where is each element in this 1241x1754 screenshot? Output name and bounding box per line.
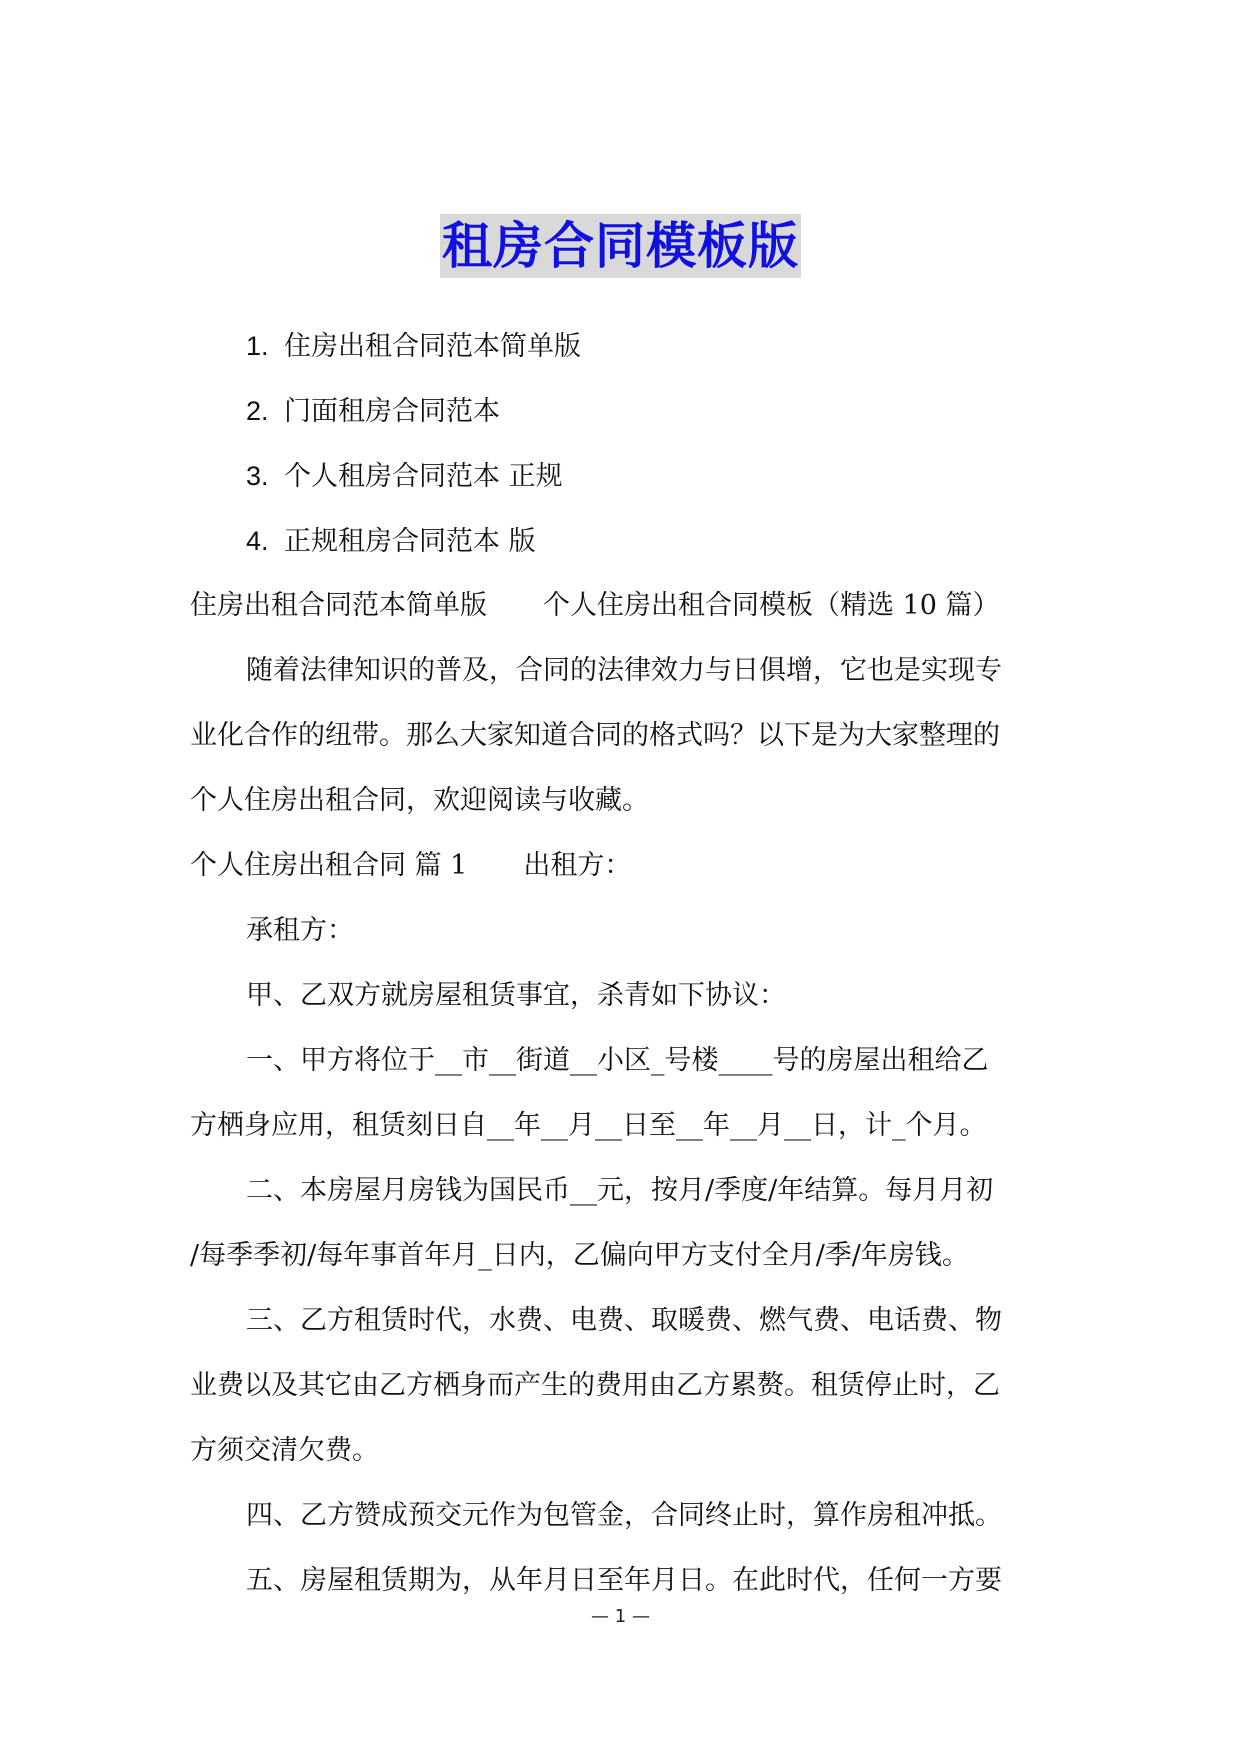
clause-line: 方栖身应用，租赁刻日自__年__月__日至__年__月__日，计_个月。 bbox=[190, 1110, 987, 1141]
clause-line: 三、乙方租赁时代，水费、电费、取暖费、燃气费、电话费、物 bbox=[246, 1305, 1002, 1336]
toc-text: 门面租房合同范本 bbox=[284, 396, 500, 427]
toc-item[interactable] bbox=[246, 318, 581, 383]
toc-text: 住房出租合同范本简单版 bbox=[284, 331, 581, 362]
heading-left: 住房出租合同范本简单版 bbox=[190, 590, 487, 621]
heading-left: 个人住房出租合同 篇 1 bbox=[190, 850, 468, 881]
toc-number: 3. bbox=[246, 461, 269, 491]
toc-item[interactable] bbox=[246, 448, 581, 513]
document-body bbox=[190, 578, 1060, 1618]
clause-line: 业费以及其它由乙方栖身而产生的费用由乙方累赘。租赁停止时，乙 bbox=[190, 1370, 1000, 1401]
toc-number: 4. bbox=[246, 526, 269, 556]
clause-line: 一、甲方将位于__市__街道__小区_号楼____号的房屋出租给乙 bbox=[246, 1045, 989, 1076]
heading-right: 出租方： bbox=[523, 850, 632, 881]
toc-text: 正规租房合同范本 版 bbox=[284, 526, 536, 557]
document-title: 租房合同模板版 bbox=[440, 214, 801, 278]
toc-number: 2. bbox=[246, 396, 269, 426]
intro-line: 业化合作的纽带。那么大家知道合同的格式吗？以下是为大家整理的 bbox=[190, 720, 1000, 751]
title-container bbox=[0, 214, 1241, 278]
section-heading bbox=[190, 578, 1060, 643]
toc-item[interactable] bbox=[246, 383, 581, 448]
clause-line: 五、房屋租赁期为，从年月日至年月日。在此时代，任何一方要 bbox=[246, 1565, 1002, 1596]
clause-line: 四、乙方赞成预交元作为包管金，合同终止时，算作房租冲抵。 bbox=[246, 1500, 1002, 1531]
toc-text: 个人租房合同范本 正规 bbox=[284, 461, 563, 492]
section-heading bbox=[190, 838, 1060, 903]
heading-right: 个人住房出租合同模板（精选 10 篇） bbox=[543, 590, 1000, 621]
clause-line: 方须交清欠费。 bbox=[190, 1435, 379, 1466]
intro-line: 个人住房出租合同，欢迎阅读与收藏。 bbox=[190, 785, 649, 816]
toc-item[interactable] bbox=[246, 513, 581, 578]
table-of-contents bbox=[246, 318, 581, 578]
lessee-line: 承租方： bbox=[246, 915, 354, 946]
clause-line: 二、本房屋月房钱为国民币__元，按月/季度/年结算。每月月初 bbox=[246, 1175, 994, 1206]
agreement-line: 甲、乙双方就房屋租赁事宜，杀青如下协议： bbox=[246, 980, 786, 1011]
page-number: — 1 — bbox=[591, 1606, 650, 1627]
intro-line: 随着法律知识的普及，合同的法律效力与日俱增，它也是实现专 bbox=[246, 655, 1002, 686]
clause-line: /每季季初/每年事首年月_日内，乙偏向甲方支付全月/季/年房钱。 bbox=[190, 1240, 969, 1271]
toc-number: 1. bbox=[246, 331, 269, 361]
